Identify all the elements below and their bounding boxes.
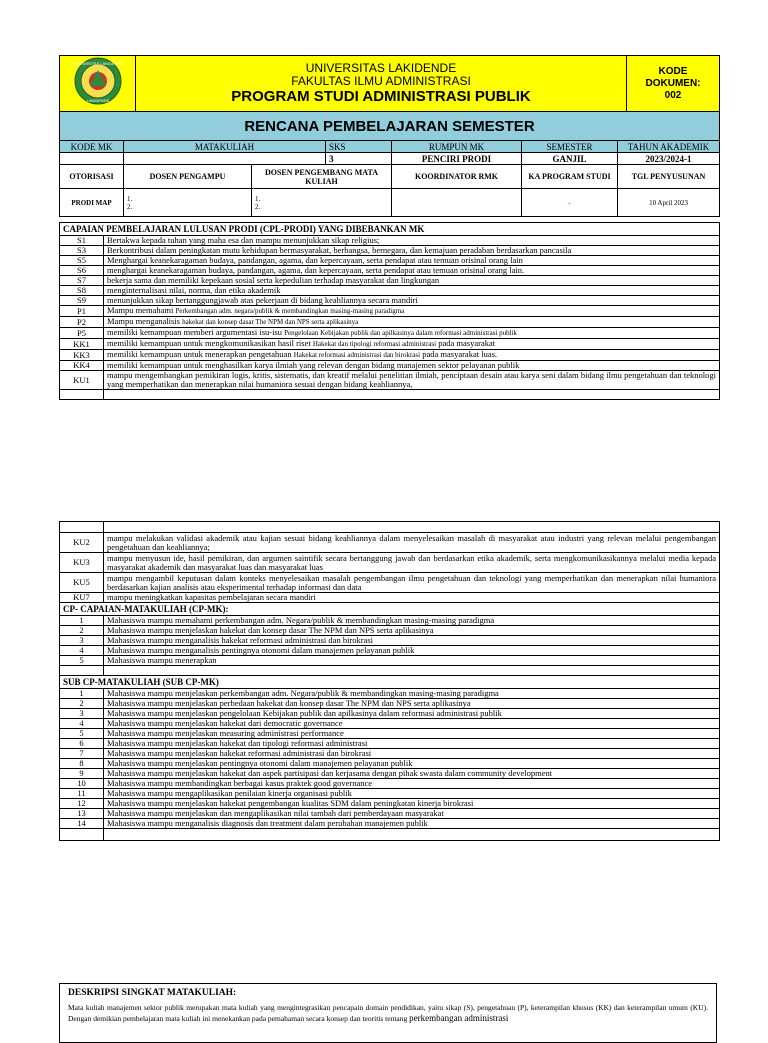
cpl-row [60, 256, 720, 266]
cpl-code: KU1 [60, 371, 104, 390]
subcpmk-code: 7 [60, 749, 104, 759]
subcpmk-row [60, 789, 720, 799]
blank-code-cell [60, 390, 104, 400]
pengembang-2: 2. [255, 202, 261, 211]
subcpmk-row [60, 689, 720, 699]
subcpmk-text: Mahasiswa mampu menjelaskan perkembangan adm. Negara/publik & membandingkan masing-masing paradigma [104, 689, 720, 699]
cpl-code: P2 [60, 317, 104, 328]
blank-desc-cell [104, 829, 720, 841]
university-name: UNIVERSITAS LAKIDENDE [305, 60, 457, 75]
cpl-table [59, 222, 720, 400]
subcpmk-row [60, 699, 720, 709]
faculty-name: FAKULTAS ILMU ADMINISTRASI [291, 73, 471, 88]
subcpmk-text: Mahasiswa mampu membandingkan berbagai kasus praktek good governance [104, 779, 720, 789]
sks-value: 3 [326, 153, 392, 165]
cpmk-text: Mahasiswa mampu menerapkan [104, 656, 720, 666]
col-sks: SKS [326, 141, 392, 153]
kode-mk-value [60, 153, 124, 165]
cpl-text [104, 328, 720, 339]
cpl-text: memiliki kemampuan untuk menghasilkan karya ilmiah yang relevan dengan bidang manajemen sektor pelayanan publik [104, 361, 720, 371]
cpl-title: CAPAIAN PEMBELAJARAN LULUSAN PRODI (CPL-PRODI) YANG DIBEBANKAN MK [60, 223, 720, 236]
subcpmk-code: 11 [60, 789, 104, 799]
doc-code-label-1: KODE [658, 65, 688, 77]
cpl-code: S3 [60, 246, 104, 256]
matakuliah-value [124, 153, 326, 165]
cpl-row [60, 350, 720, 361]
cpl-text: bekerja sama dan memiliki kepekaan sosial serta kepedulian terhadap masyarakat dan lingkungan [104, 276, 720, 286]
subcpmk-code: 10 [60, 779, 104, 789]
dosen-pengembang-label: DOSEN PENGEMBANG MATA KULIAH [252, 165, 392, 189]
deskripsi-body: Mata kuliah manajemen sektor publik merupakan mata kuliah yang mengintegrasikan pencapain domain pendidikan, yaitu sikap (S), pengetahuan (P), keterampilan khusus (KK) dan keterampilan umum (KU). Dengan demikian pembelajaran mata kuliah ini menekankan pada pemahaman secara konsep dan teoritis tentang [68, 1003, 708, 1023]
subcpmk-row [60, 759, 720, 769]
cpl-text [104, 339, 720, 350]
deskripsi-box [59, 983, 717, 1043]
cpl-text: menunjukkan sikap bertanggungjawab atas pekerjaan di bidang keahliannya secara mandiri [104, 296, 720, 306]
cpl-code: KK1 [60, 339, 104, 350]
rps-title: RENCANA PEMBELAJARAN SEMESTER [60, 112, 720, 141]
subcpmk-row [60, 749, 720, 759]
subcpmk-code: 4 [60, 719, 104, 729]
subcpmk-text: Mahasiswa mampu menjelaskan dan mengaplikasikan nilai tambah dari pemberdayaan masyarakat [104, 809, 720, 819]
cpl-text: menginternalisasi nilai, norma, dan etika akademik [104, 286, 720, 296]
program-name: PROGRAM STUDI ADMINISTRASI PUBLIK [231, 87, 531, 105]
pengampu-signatures [124, 189, 252, 217]
cpmk-code: 2 [60, 626, 104, 636]
cpl-text-detail: Hakekat reformasi administrasi dan birokrasi [293, 351, 421, 359]
course-info-table [59, 140, 720, 217]
ku-text: mampu menyusun ide, hasil pemikiran, dan argumen saintifik secara bertanggung jawab dan berdasarkan etika akademik, serta mengkomunikasikannya melalui media kepada masyarakat akademik dan masyarakat luas dan masyarakat luas [104, 553, 720, 573]
cpmk-text: Mahasiswa mampu memahami perkembangan adm. Negara/publik & membandingkan masing-masing paradigma [104, 616, 720, 626]
deskripsi-text [68, 1003, 708, 1024]
subcpmk-code: 3 [60, 709, 104, 719]
subcpmk-row [60, 719, 720, 729]
cpl-row [60, 361, 720, 371]
subcpmk-row [60, 739, 720, 749]
col-semester: SEMESTER [522, 141, 618, 153]
cpl-row [60, 246, 720, 256]
cpl-text-detail: Perkembangan adm. negara/publik & membandingkan masing-masing paradigma [175, 307, 405, 315]
ku-text: mampu mengambil keputusan dalam konteks menyelesaikan masalah pengembangan ilmu pengetahuan dan teknologi yang memperhatikan dan menerapkan nilai humaniora berdasarkan kajian analisis atau eksperimental terhadap informasi dan data [104, 573, 720, 593]
cpl-code: KK4 [60, 361, 104, 371]
cpmk-code: 5 [60, 656, 104, 666]
subcpmk-row [60, 729, 720, 739]
logo-text: UNIVERSITAS LAKIDENDE [72, 61, 123, 66]
ku-text: mampu meningkatkan kapasitas pembelajaran secara mandiri [104, 593, 720, 603]
cpmk-code: 1 [60, 616, 104, 626]
cpl-text [104, 317, 720, 328]
cpl-text-main: memiliki kemampuan untuk menerapkan pengetahuan [107, 349, 292, 359]
semester-value: GANJIL [522, 153, 618, 165]
subcpmk-row [60, 819, 720, 829]
logo-subtext: LAKIDENDE [86, 98, 109, 103]
tgl-penyusunan-label: TGL PENYUSUNAN [618, 165, 720, 189]
subcpmk-text: Mahasiswa mampu menjelaskan hakekat pengembangan kualitas SDM dalam peningkatan kinerja birokrasi [104, 799, 720, 809]
cpl-text [104, 306, 720, 317]
cpl-row [60, 371, 720, 390]
subcpmk-row [60, 809, 720, 819]
pengampu-2: 2. [127, 202, 133, 211]
ku-row [60, 553, 720, 573]
university-logo-icon [73, 56, 123, 106]
cpmk-text: Mahasiswa mampu menganalisis pentingnya otonomi dalam manajemen pelayanan publik [104, 646, 720, 656]
subcpmk-row [60, 769, 720, 779]
cpl-row [60, 236, 720, 246]
col-kode-mk: KODE MK [60, 141, 124, 153]
cpmk-row [60, 626, 720, 636]
blank-desc-cell [104, 522, 720, 533]
blank-code-cell [60, 666, 104, 676]
institution-title-cell [136, 56, 627, 112]
subcpmk-title: SUB CP-MATAKULIAH (SUB CP-MK) [60, 676, 720, 689]
cpmk-row [60, 656, 720, 666]
subcpmk-code: 13 [60, 809, 104, 819]
subcpmk-code: 5 [60, 729, 104, 739]
ku-row [60, 533, 720, 553]
blank-desc-cell [104, 666, 720, 676]
ku-code: KU3 [60, 553, 104, 573]
doc-code-value: 002 [664, 89, 682, 101]
logo-cell [60, 56, 136, 112]
cpl-text-main: Mampu menganalisis [107, 316, 180, 326]
cpl-text: mampu mengembangkan pemikiran logis, kritis, sistematis, dan kreatif melalui penelitian ilmiah, penciptaan desain atau karya seni dalam bidang ilmu pengetahuan dan teknologi yang memperhatikan dan menerapkan nilai humaniora sesuai dengan bidang keahliannya, [104, 371, 720, 390]
cpl-row [60, 317, 720, 328]
cpl-code: KK3 [60, 350, 104, 361]
cpl-row [60, 328, 720, 339]
doc-code-cell [627, 56, 720, 112]
cpl-code: S5 [60, 256, 104, 266]
cpmk-row [60, 646, 720, 656]
subcpmk-text: Mahasiswa mampu menjelaskan hakekat reformasi administrasi dan birokrasi [104, 749, 720, 759]
cpl-code: S7 [60, 276, 104, 286]
cpmk-row [60, 636, 720, 646]
subcpmk-text: Mahasiswa mampu menjelaskan hakekat dan aspek partisipasi dan kerjasama dengan pihak swasta dalam community development [104, 769, 720, 779]
cpl-row [60, 286, 720, 296]
ku-code: KU2 [60, 533, 104, 553]
col-tahun-akademik: TAHUN AKADEMIK [618, 141, 720, 153]
pengembang-signatures [252, 189, 392, 217]
subcpmk-code: 9 [60, 769, 104, 779]
pengembang-1: 1. [255, 194, 261, 203]
ku-row [60, 573, 720, 593]
cpl-text-detail: Pengelolaan Kebijakan publik dan apilkasinya dalam reformasi administrasi publik [284, 329, 518, 337]
cpl-text: Bertakwa kepada tuhan yang maha esa dan mampu menunjukkan sikap religius; [104, 236, 720, 246]
subcpmk-row [60, 779, 720, 789]
cpl-row [60, 306, 720, 317]
rumpun-value: PENCIRI PRODI [392, 153, 522, 165]
cpl-row [60, 276, 720, 286]
subcpmk-text: Mahasiswa mampu mengaplikasikan penilaian kinerja organisasi publik [104, 789, 720, 799]
cpmk-code: 4 [60, 646, 104, 656]
ku-text: mampu melakukan validasi akademik atau kajian sesuai bidang keahliannya dalam menyelesaikan masalah di masyarakat atau industri yang relevan melalui pengembangan pengetahuan dan keahliannya; [104, 533, 720, 553]
cpmk-table [59, 521, 720, 841]
cpmk-text: Mahasiswa mampu menjelaskan hakekat dan konsep dasar The NPM dan NPS serta aplikasinya [104, 626, 720, 636]
document-header [59, 55, 720, 141]
dosen-pengampu-label: DOSEN PENGAMPU [124, 165, 252, 189]
cpl-text-main: Mampu memahami [107, 305, 174, 315]
tahun-value: 2023/2024-1 [618, 153, 720, 165]
cpmk-row [60, 616, 720, 626]
cpmk-title: CP- CAPAIAN-MATAKULIAH (CP-MK): [60, 603, 720, 616]
ka-prodi-signature: - [522, 189, 618, 217]
cpl-text: Menghargai keanekaragaman budaya, pandangan, agama, dan kepercayaan, serta pendapat atau temuan orisinal orang lain [104, 256, 720, 266]
subcpmk-text: Mahasiswa mampu menjelaskan hakekat dan tipologi reformasi administrasi [104, 739, 720, 749]
cpl-text-main: memiliki kemampuan untuk mengkomunikasikan hasil riset [107, 338, 311, 348]
cpl-row [60, 296, 720, 306]
pengampu-1: 1. [127, 194, 133, 203]
col-matakuliah: MATAKULIAH [124, 141, 326, 153]
cpl-code: S6 [60, 266, 104, 276]
subcpmk-code: 6 [60, 739, 104, 749]
cpmk-code: 3 [60, 636, 104, 646]
deskripsi-title: DESKRIPSI SINGKAT MATAKULIAH: [68, 988, 237, 998]
subcpmk-code: 1 [60, 689, 104, 699]
cpl-text: Berkontribusi dalam peningkatan mutu kehidupan bermasyarakat, berbangsa, bernegara, dan kemajuan peradaban berdasarkan pancasila [104, 246, 720, 256]
cpl-code: S1 [60, 236, 104, 246]
subcpmk-text: Mahasiswa mampu menjelaskan hakekat dari democratic governance [104, 719, 720, 729]
cpl-text [104, 350, 720, 361]
ku-code: KU7 [60, 593, 104, 603]
blank-code-cell [60, 829, 104, 841]
subcpmk-text: Mahasiswa mampu menjelaskan pengelolaan Kebijakan publik dan apilkasinya dalam reformasi administrasi publik [104, 709, 720, 719]
ku-code: KU5 [60, 573, 104, 593]
subcpmk-text: Mahasiswa mampu menganalisis diagnosis dan treatment dalam perubahan manajemen publik [104, 819, 720, 829]
ku-row [60, 593, 720, 603]
doc-code-label-2: DOKUMEN: [645, 77, 701, 89]
subcpmk-code: 14 [60, 819, 104, 829]
cpl-text-detail: Hakekat dan tipologi reformasi administrasi [312, 340, 437, 348]
cpl-text-detail: hakekat dan konsep dasar The NPM dan NPS serta aplikasinya [182, 318, 359, 326]
cpl-code: S9 [60, 296, 104, 306]
koordinator-rmk-label: KOORDINATOR RMK [392, 165, 522, 189]
cpl-code: P5 [60, 328, 104, 339]
cpl-text-main: memiliki kemampuan memberi argumentasi isu-isu [107, 327, 283, 337]
blank-desc-cell [104, 390, 720, 400]
cpl-code: P1 [60, 306, 104, 317]
otorisasi-label: OTORISASI [60, 165, 124, 189]
subcpmk-code: 2 [60, 699, 104, 709]
cpmk-text: Mahasiswa mampu menganalisis hakekat reformasi administrasi dan birokrasi [104, 636, 720, 646]
cpl-text-tail: pada masyarakat [438, 338, 496, 348]
subcpmk-text: Mahasiswa mampu menjelaskan measuring administrasi performance [104, 729, 720, 739]
cpl-code: S8 [60, 286, 104, 296]
col-rumpun-mk: RUMPUN MK [392, 141, 522, 153]
cpl-row [60, 266, 720, 276]
ka-prodi-label: KA PROGRAM STUDI [522, 165, 618, 189]
deskripsi-tail: perkembangan administrasi [409, 1013, 509, 1023]
subcpmk-text: Mahasiswa mampu menjelaskan pentingnya otonomi dalam manajemen pelayanan publik [104, 759, 720, 769]
subcpmk-text: Mahasiswa mampu menjelaskan perbedaan hakekat dan konsep dasar The NPM dan NPS serta aplikasinya [104, 699, 720, 709]
subcpmk-code: 12 [60, 799, 104, 809]
subcpmk-row [60, 709, 720, 719]
prodi-map-label: PRODI MAP [60, 189, 124, 217]
cpl-row [60, 339, 720, 350]
subcpmk-code: 8 [60, 759, 104, 769]
tgl-penyusunan-value: 10 April 2023 [618, 189, 720, 217]
koordinator-signature [392, 189, 522, 217]
cpl-text-tail: pada masyarakat luas. [422, 349, 498, 359]
subcpmk-row [60, 799, 720, 809]
cpl-text: menghargai keanekaragaman budaya, pandangan, agama, dan kepercayaan, serta pendapat atau temuan orisinal orang lain. [104, 266, 720, 276]
blank-code-cell [60, 522, 104, 533]
